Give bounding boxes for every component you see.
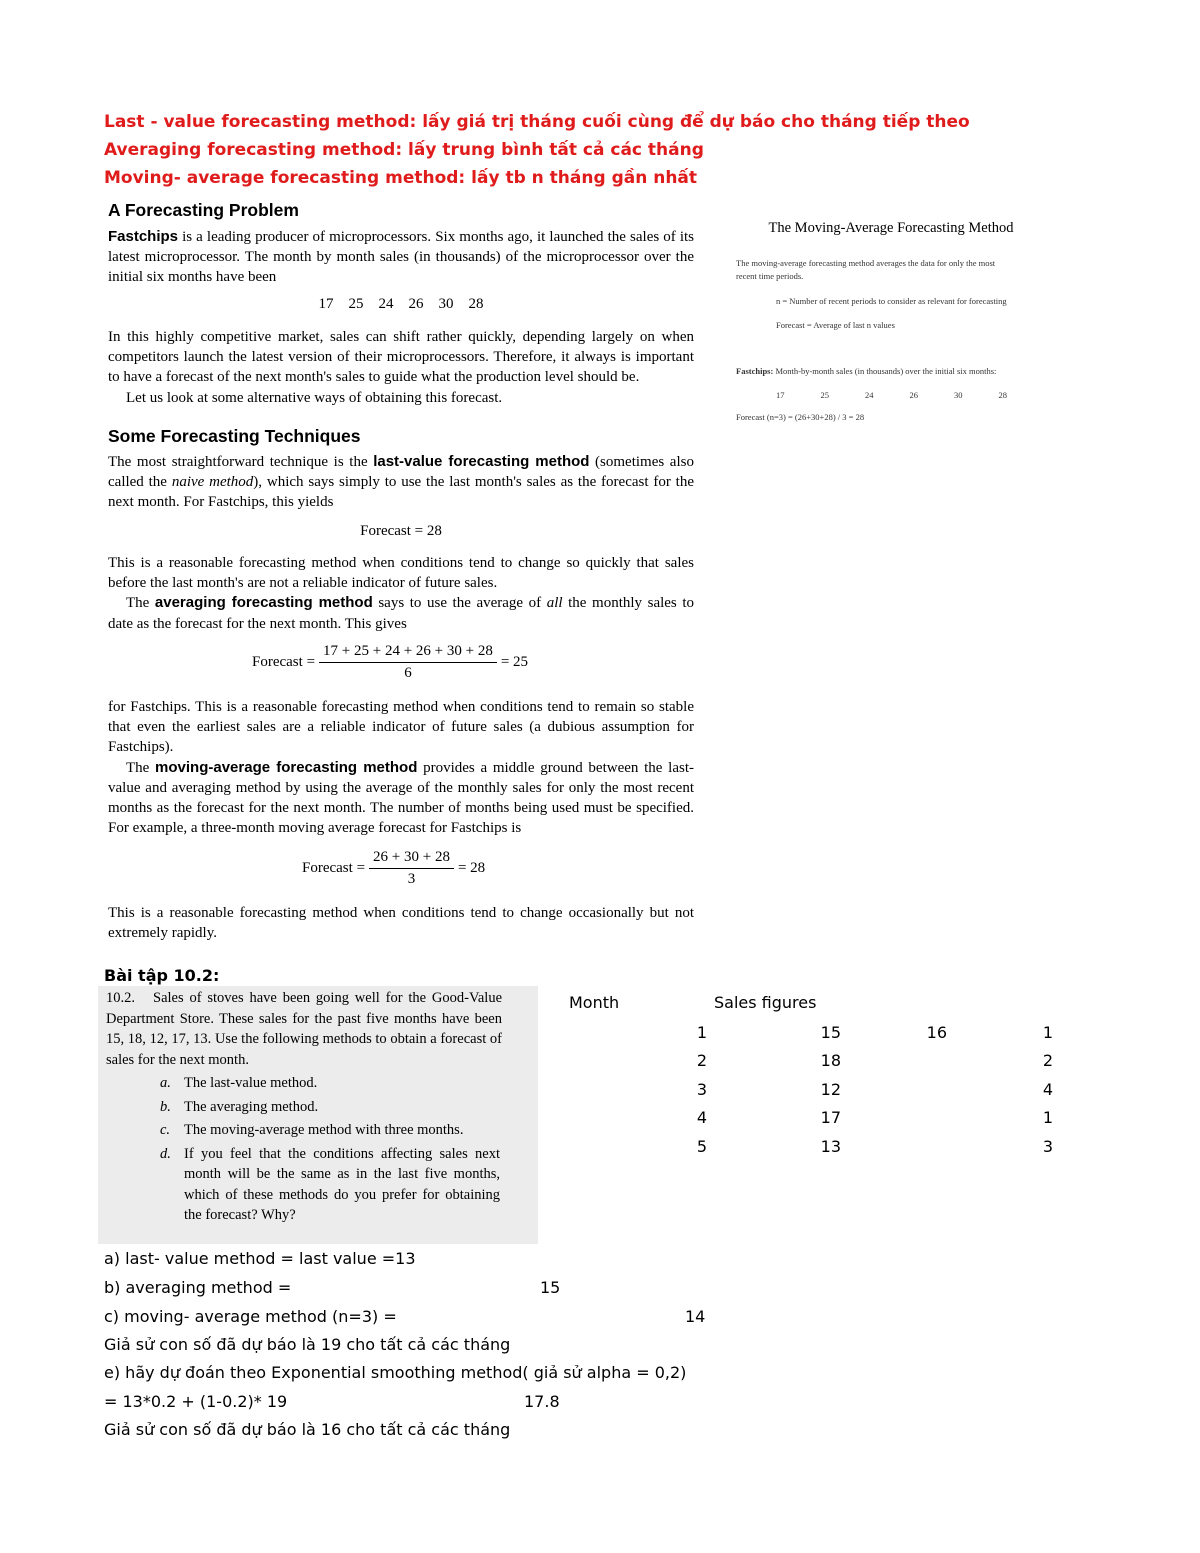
cell-sales: 13: [820, 1136, 841, 1156]
slide-value: 24: [865, 390, 874, 400]
eq2-lhs: Forecast =: [252, 654, 316, 670]
fastchips-text: is a leading producer of microprocessors. Six months ago, it launched the sales of its latest microprocessor. The month by month sales (in thousands) of the microprocessor over the initial six months have been: [108, 229, 694, 286]
cell-month: 5: [696, 1136, 707, 1156]
paragraph-moving-average: [108, 697, 694, 838]
eq2-numerator: 17 + 25 + 24 + 26 + 30 + 28: [319, 643, 497, 663]
eq2-fraction: [319, 643, 497, 682]
equation-averaging: [252, 643, 528, 682]
note-moving-average: Moving- average forecasting method: lấy tb n tháng gần nhất: [104, 168, 698, 188]
cell-extra: [841, 1075, 947, 1104]
slide-value: 25: [820, 390, 829, 400]
cell-sales: 15: [820, 1022, 841, 1042]
eq2-denominator: 6: [404, 665, 412, 681]
item-letter: a.: [160, 1075, 171, 1091]
eq3-numerator: 26 + 30 + 28: [369, 849, 454, 869]
slide-fastchips-text: Month-by-month sales (in thousands) over the initial six months:: [773, 366, 997, 376]
p7-text: for Fastchips. This is a reasonable forecasting method when conditions tend to remain so stable that even the earliest sales are a reliable indicator of future sales (a dubious assumption for Fastchips).: [108, 699, 694, 756]
cell-extra: [841, 1132, 947, 1161]
slide-value: 28: [998, 390, 1007, 400]
term-last-value: last-value forecasting method: [373, 453, 590, 470]
answer-e-calc: = 13*0.2 + (1-0.2)* 19: [104, 1392, 288, 1411]
slide-line2: recent time periods.: [736, 271, 804, 281]
paragraph-last-value: [108, 452, 694, 513]
slide-value: 17: [776, 390, 785, 400]
heading-forecasting-problem: A Forecasting Problem: [108, 200, 299, 220]
slide-value: 26: [909, 390, 918, 400]
exercise-item-b: [160, 1097, 500, 1118]
table-row: [560, 1132, 1053, 1161]
slide-forecast-definition: Forecast = Average of last n values: [776, 320, 895, 330]
exercise-intro: [106, 988, 502, 1070]
slide-fastchips-label: Fastchips:: [736, 366, 774, 376]
item-letter: b.: [160, 1098, 171, 1115]
eq3-fraction: [369, 849, 454, 888]
cell-extra: [841, 1104, 947, 1133]
cell-month: 3: [696, 1079, 707, 1099]
p9-text: This is a reasonable forecasting method when conditions tend to change occasionally but not extremely rapidly.: [108, 905, 694, 942]
eq3-denominator: 3: [407, 871, 416, 887]
p8-text-a: The: [126, 759, 156, 776]
table-header-month: Month: [569, 993, 620, 1012]
cell-extra: 3: [1042, 1136, 1053, 1156]
eq2-rhs: = 25: [500, 654, 529, 670]
term-averaging: averaging forecasting method: [154, 594, 373, 612]
cell-extra: 1: [1042, 1022, 1053, 1042]
term-all: all: [546, 595, 563, 612]
p6-text-b: says to use the average of: [372, 595, 547, 612]
heading-forecasting-techniques: Some Forecasting Techniques: [108, 426, 361, 446]
fastchips-lead: Fastchips: [108, 228, 179, 245]
slide-title: The Moving-Average Forecasting Method: [768, 220, 1014, 236]
item-text: If you feel that the conditions affecting sales next month will be the same as in the last five months, which of these methods do you prefer for obtaining the forecast? Why?: [184, 1145, 500, 1223]
exercise-number: 10.2.: [106, 990, 135, 1006]
cell-extra: [841, 1047, 947, 1076]
eq3-rhs: = 28: [457, 860, 486, 876]
paragraph-competitive-market: [108, 327, 694, 408]
answer-a: a) last- value method = last value =13: [104, 1249, 416, 1268]
p5-text: This is a reasonable forecasting method when conditions tend to change so quickly that sales before the last month's are not a reliable indicator of future sales.: [108, 555, 694, 592]
answer-b-value: 15: [540, 1278, 561, 1297]
table-row: [560, 1047, 1053, 1076]
cell-extra: 2: [1042, 1051, 1053, 1071]
slide-line1: The moving-average forecasting method averages the data for only the most: [736, 258, 996, 268]
note-averaging: Averaging forecasting method: lấy trung bình tất cả các tháng: [104, 140, 704, 160]
assumption-19: Giả sử con số đã dự báo là 19 cho tất cả các tháng: [104, 1335, 511, 1354]
p4-text-c: ), which says simply to use the last month's sales as the forecast for the next month. For Fastchips, this yields: [108, 474, 695, 511]
alternatives-text: Let us look at some alternative ways of obtaining this forecast.: [126, 389, 503, 406]
answer-e-value: 17.8: [524, 1392, 560, 1411]
table-row: [560, 1018, 1053, 1047]
answer-c-value: 14: [685, 1307, 706, 1326]
cell-extra: 16: [926, 1022, 947, 1042]
paragraph-fastchips-intro: [108, 227, 694, 288]
table-header-sales: Sales figures: [714, 993, 817, 1012]
exercise-box: [98, 986, 538, 1244]
assumption-16: Giả sử con số đã dự báo là 16 cho tất cả các tháng: [104, 1420, 511, 1439]
slide-value: 30: [954, 390, 963, 400]
answer-c-label: c) moving- average method (n=3) =: [104, 1307, 397, 1326]
cell-extra: 4: [1042, 1079, 1053, 1099]
cell-month: 4: [696, 1108, 707, 1128]
exercise-items: [160, 1073, 500, 1226]
item-text: The last-value method.: [184, 1075, 318, 1091]
item-letter: c.: [160, 1122, 171, 1138]
sales-table: [560, 1018, 1053, 1161]
p6-text-c: the monthly sales to date as the forecast for the next month. This gives: [108, 595, 695, 632]
slide-fastchips-line: [736, 366, 1056, 376]
exercise-title: Bài tập 10.2:: [104, 966, 220, 985]
p4-text-a: The most straightforward technique is the: [108, 454, 374, 470]
slide-forecast-calc: Forecast (n=3) = (26+30+28) / 3 = 28: [736, 412, 865, 422]
equation-moving-average: [302, 849, 485, 888]
exercise-item-a: [160, 1073, 500, 1094]
term-naive: naive method: [171, 474, 254, 491]
cell-sales: 17: [820, 1108, 841, 1128]
equation-last-value: Forecast = 28: [360, 523, 442, 539]
cell-sales: 18: [820, 1051, 841, 1071]
p8-text-b: provides a middle ground between the last-value and averaging method by using the average of the monthly sales for only the most recent months as the forecast for the next month. The number of months being used must be specified. For example, a three-month moving average forecast for Fastchips is: [108, 759, 694, 837]
answer-b-label: b) averaging method =: [104, 1278, 292, 1297]
sales-sequence: 17 25 24 26 30 28: [318, 296, 484, 312]
item-text: The moving-average method with three months.: [184, 1122, 464, 1138]
eq3-lhs: Forecast =: [302, 860, 366, 876]
cell-month: 2: [696, 1051, 707, 1071]
slide-values-row: [736, 390, 1056, 400]
exercise-item-d: [160, 1144, 500, 1226]
slide-moving-average: [736, 220, 1056, 422]
item-text: The averaging method.: [184, 1098, 319, 1115]
cell-sales: 12: [820, 1079, 841, 1099]
competitive-text: In this highly competitive market, sales can shift rather quickly, depending largely on when competitors launch the latest version of their microprocessors. Therefore, it always is important to have a forecast of the next month's sales to guide what the production level should be.: [108, 329, 694, 386]
term-moving-average: moving-average forecasting method: [155, 758, 418, 776]
p4-text-b: (sometimes also called the: [108, 454, 694, 491]
cell-extra: 1: [1042, 1108, 1053, 1128]
exercise-item-c: [160, 1120, 500, 1141]
answer-e: e) hãy dự đoán theo Exponential smoothing method( giả sử alpha = 0,2): [104, 1363, 687, 1382]
paragraph-occasional-change: [108, 903, 694, 943]
p6-text-a: The: [126, 595, 155, 612]
cell-month: 1: [696, 1022, 707, 1042]
note-last-value: Last - value forecasting method: lấy giá trị tháng cuối cùng để dự báo cho tháng tiếp theo: [104, 112, 970, 132]
paragraph-averaging: [108, 553, 694, 634]
exercise-intro-text: Sales of stoves have been going well for the Good-Value Department Store. These sales for the past five months have been 15, 18, 12, 17, 13. Use the following methods to obtain a forecast of sales for the next month.: [106, 990, 502, 1068]
table-row: [560, 1104, 1053, 1133]
item-letter: d.: [160, 1145, 171, 1162]
slide-n-definition: n = Number of recent periods to consider as relevant for forecasting: [776, 296, 1007, 306]
table-row: [560, 1075, 1053, 1104]
